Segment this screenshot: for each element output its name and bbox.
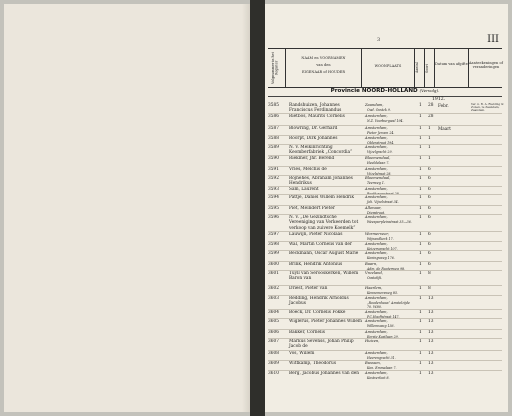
residence-street: Heerengracht 31. [367,355,396,360]
entry-count: 1 [419,156,422,161]
residence-street: Kennemersweg 85. [367,290,398,295]
residence-street: Vijzelgracht 29. [367,149,393,154]
entry-day: 28 [428,114,434,119]
entry-month: Maart [438,126,451,131]
row-divider [268,370,502,371]
entry-number: 3610 [268,371,279,376]
row-divider [268,261,502,262]
entry-day: 6 [428,167,431,172]
entry-count: 1 [419,296,422,301]
entry-count: 1 [419,242,422,247]
entry-count: 1 [419,145,422,150]
book-gutter [250,0,265,416]
row-divider [268,113,502,114]
row-divider [268,175,502,176]
residence-town: Amsterdam, [365,242,388,246]
entry-count: 1 [419,206,422,211]
residence-town: Amsterdam, [365,330,388,334]
col-header-count: Aantal [415,62,419,74]
entry-number: 3601 [268,271,279,276]
residence-street: „Roodenhaus” Amstelzijde 70. W.80. [367,300,410,310]
residence-street: P.C.Hooftstraat 147. [367,314,400,319]
residence-town: Huizen, [365,339,380,343]
owner-name: Vos, Willem [289,351,315,356]
row-divider [268,205,502,206]
owner-name: Bakker, Cornelis [289,330,325,335]
residence-street: Oud. Oostzk 9. [367,107,391,112]
entry-number: 3590 [268,156,279,161]
residence-town: Bloemendaal, [365,176,391,180]
residence [365,319,415,328]
residence-town: Amsterdam, [365,136,388,140]
owner-name: Rietbos, Maurits Cornelis [289,114,345,119]
owner-name: Markus Sevenss, Johan Philip Jacob de [289,339,354,350]
entry-number: 3598 [268,242,279,247]
residence-street: Vijzelstraat 28. [367,171,392,176]
owner-name: Beckmann, Oscar August Marie [289,251,359,256]
residence-street: Joh. Vijzelstraat 34. [367,199,399,204]
owner-name: N. V. Melkinrichting Keomberfabriek „Concordia” [289,145,353,156]
entry-remark: Ver. n. B. A. Riebling & Zonen, te Zaandam, Zaandam. [471,102,504,113]
entry-day: 13 [428,296,434,301]
owner-name: Randshuizen, Johannes Franciscus Ferdinandus [289,103,342,114]
owner-name: N. V. „De Gezindtsche Vereeniging van Verkeerden tot verkoop van zuivere Koemelk” [289,215,359,231]
owner-name: Riekmer, Jhr. Berend [289,156,335,161]
entry-number: 3589 [268,145,279,150]
row-divider [268,318,502,319]
entry-number: 3586 [268,114,279,119]
entry-number: 3606 [268,330,279,335]
entry-day: 6 [428,215,431,220]
entry-day: 13 [428,339,434,344]
entry-day: 13 [428,351,434,356]
residence-street: Heeldelaan 7. [367,160,390,165]
residence-town: Wormerveer, [365,232,389,236]
owner-name: Wal, Martin Cornelis van der [289,242,352,247]
residence-town: Amsterdam, [365,296,388,300]
entry-day: 8 [428,286,431,291]
residence-town: Amsterdam, [365,195,388,199]
owner-name: Roorpt, Dirk Johannes [289,136,338,141]
row-divider [268,241,502,242]
col-header-name-1: NAAM en VOORNAMEN [301,56,346,60]
entry-number: 3587 [268,126,279,131]
entry-count: 1 [419,136,422,141]
row-divider [268,329,502,330]
col-header-date: Datum van afgifte [435,62,468,66]
entry-count: 1 [419,232,422,237]
entry-day: 13 [428,310,434,315]
residence-town: Vreeland, [365,271,384,275]
residence-street: Teerweg 1. [367,180,385,185]
residence [365,103,415,112]
entry-count: 1 [419,361,422,366]
row-divider [268,350,502,351]
owner-name: Boeck, Dr. Cornelis Fokke [289,310,346,315]
entry-day: 6 [428,206,431,211]
residence-town: Amsterdam, [365,187,388,191]
entry-day: 13 [428,371,434,376]
owner-name: Driest, Pieter van [289,286,328,291]
owner-name: Pattje, Daniël Willem Hendrik [289,195,355,200]
row-divider [268,214,502,215]
owner-name: Tuyll van Serooskerken, Willem Baron van [289,271,359,282]
table-header [268,48,502,88]
residence [365,114,415,123]
entry-count: 1 [419,310,422,315]
entry-number: 3600 [268,262,279,267]
entry-number: 3593 [268,187,279,192]
entry-day: 28 [428,103,434,108]
entry-day: 6 [428,232,431,237]
residence-street: Kostverloot 8. [367,375,390,380]
entry-month: Febr. [438,103,449,108]
entry-count: 1 [419,187,422,192]
residence [365,145,415,154]
entry-day: 13 [428,319,434,324]
entry-number: 3592 [268,176,279,181]
residence-street: Beethovenstraat 28. [367,191,400,196]
owner-name: Rojnehes, Abraham Johannes Hendrikus [289,176,353,187]
col-header-place: WOONPLAATS [374,64,402,68]
entry-day: 13 [428,361,434,366]
row-divider [268,166,502,167]
entry-count: 1 [419,251,422,256]
col-header-type: Soort [425,63,429,73]
entry-day: 6 [428,187,431,192]
entry-count: 1 [419,215,422,220]
residence-street: Koningsweg 176. [367,255,395,260]
residence-street: Wijnandkerk 17. [367,236,394,241]
entry-number: 3605 [268,319,279,324]
entry-day: 1 [428,136,431,141]
row-divider [268,360,502,361]
page-number: 3 [377,37,381,43]
residence-town: Amsterdam, [365,319,388,323]
entry-count: 1 [419,271,422,276]
residence-town: Amsterdam, [365,371,388,375]
residence-town: Haarlem, [365,286,383,290]
entry-count: 1 [419,126,422,131]
residence-town: Amsterdam, [365,310,388,314]
owner-name: Blowring, Dr. Gerhard [289,126,338,131]
row-divider [268,125,502,126]
entry-count: 1 [419,176,422,181]
row-divider [268,186,502,187]
entry-count: 1 [419,114,422,119]
entry-number: 3599 [268,251,279,256]
row-divider [268,285,502,286]
row-divider [268,309,502,310]
residence-town: Baarn, [365,262,378,266]
residence-street: Willemsweg 136. [367,323,395,328]
residence [365,271,415,280]
entry-number: 3604 [268,310,279,315]
entry-number: 3591 [268,167,279,172]
entry-count: 1 [419,167,422,172]
entry-day: 6 [428,176,431,181]
row-divider [268,155,502,156]
entry-number: 3597 [268,232,279,237]
owner-name: Lauwijn, Pieter Nicolaas [289,232,343,237]
residence-street: Eerste Kostlaan 29. [367,334,399,339]
owner-name: Piet, Meindert Pieter [289,206,335,211]
residence-town: Bussum, [365,361,381,365]
residence-street: Weesperpleinstraat 35—36. [367,219,412,224]
col-header-name-2: van den [316,63,331,67]
residence-town: Amsterdam, [365,145,388,149]
entry-number: 3595 [268,206,279,211]
entry-number: 3609 [268,361,279,366]
residence-town: Amsterdam, [365,114,388,118]
residence-town: Amsterdam, [365,215,388,219]
entry-day: 6 [428,195,431,200]
residence-street: Oostelijk. [367,275,383,280]
entry-number: 3608 [268,351,279,356]
entry-number: 3602 [268,286,279,291]
residence-town: Bloemendaal, [365,156,391,160]
col-header-remarks: Aanteekeningen of veranderingen [469,61,503,69]
residence-street: Adm. de Ruyterweg 98. [367,266,406,271]
entry-number: 3588 [268,136,279,141]
residence [365,156,415,165]
residence-street: Pieter Jeroen 24. [367,130,395,135]
row-divider [268,338,502,339]
entry-day: 13 [428,330,434,335]
entry-number: 3594 [268,195,279,200]
entry-day: 6 [428,251,431,256]
entry-count: 1 [419,371,422,376]
entry-day: 8 [428,271,431,276]
col-header-number: Volgnummer in het Register [271,52,279,84]
residence [365,215,415,224]
residence-town: Amsterdam, [365,251,388,255]
entry-count: 1 [419,286,422,291]
col-header-name-3: EIGENAAR of HOUDER [301,70,345,74]
left-blank-page [4,4,250,412]
residence-street: Keizersgracht 107. [367,246,398,251]
entry-day: 1 [428,126,431,131]
residence-town: Amsterdam, [365,167,388,171]
entry-count: 1 [419,319,422,324]
row-divider [268,295,502,296]
owner-name: Brink, Hendrik Antonius [289,262,343,267]
entry-day: 6 [428,262,431,267]
entry-count: 1 [419,262,422,267]
section-roman-numeral: III [487,34,499,45]
row-divider [268,231,502,232]
owner-name: Vries, Melchis de [289,167,327,172]
province-heading: Provincie NOORD-HOLLAND (Vervolg). [330,88,440,94]
entry-count: 1 [419,195,422,200]
owner-name: Wittkamp, Theodorus [289,361,337,366]
owner-name: Wiglerus, Pieter Johannes Willem [289,319,363,324]
entry-count: 1 [419,103,422,108]
residence-town: Zaandam, [365,103,384,107]
residence-town: Amsterdam, [365,126,388,130]
entry-day: 1 [428,156,431,161]
row-divider [268,250,502,251]
row-divider [268,135,502,136]
entry-count: 1 [419,339,422,344]
entry-count: 1 [419,351,422,356]
residence-street: N.Z. Voorburgwal 194. [367,118,404,123]
entry-count: 1 [419,330,422,335]
entry-number: 3596 [268,215,279,220]
entry-number: 3607 [268,339,279,344]
residence [365,251,415,260]
entry-day: 6 [428,242,431,247]
residence-street: Kon. Emmalaan 7. [367,365,397,370]
residence-town: Amsterdam, [365,351,388,355]
owner-name: Sam, Laurent [289,187,319,192]
residence-town: Alkmaar, [365,206,382,210]
entry-number: 3603 [268,296,279,301]
residence-street: Diepstraat. [367,210,386,215]
row-divider [268,270,502,271]
owner-name: Redding, Hendrik Arnoldus Jacobus [289,296,349,307]
entry-number: 3585 [268,103,279,108]
row-divider [268,144,502,145]
residence [365,371,415,380]
year-label: 1912. [432,97,446,102]
register-page [265,4,508,412]
residence [365,339,415,344]
residence-street: Oldenstraat 194. [367,140,395,145]
owner-name: Berg, Jacobus Johannes van den [289,371,360,376]
residence [365,195,415,204]
residence [365,176,415,185]
entry-day: 1 [428,145,431,150]
